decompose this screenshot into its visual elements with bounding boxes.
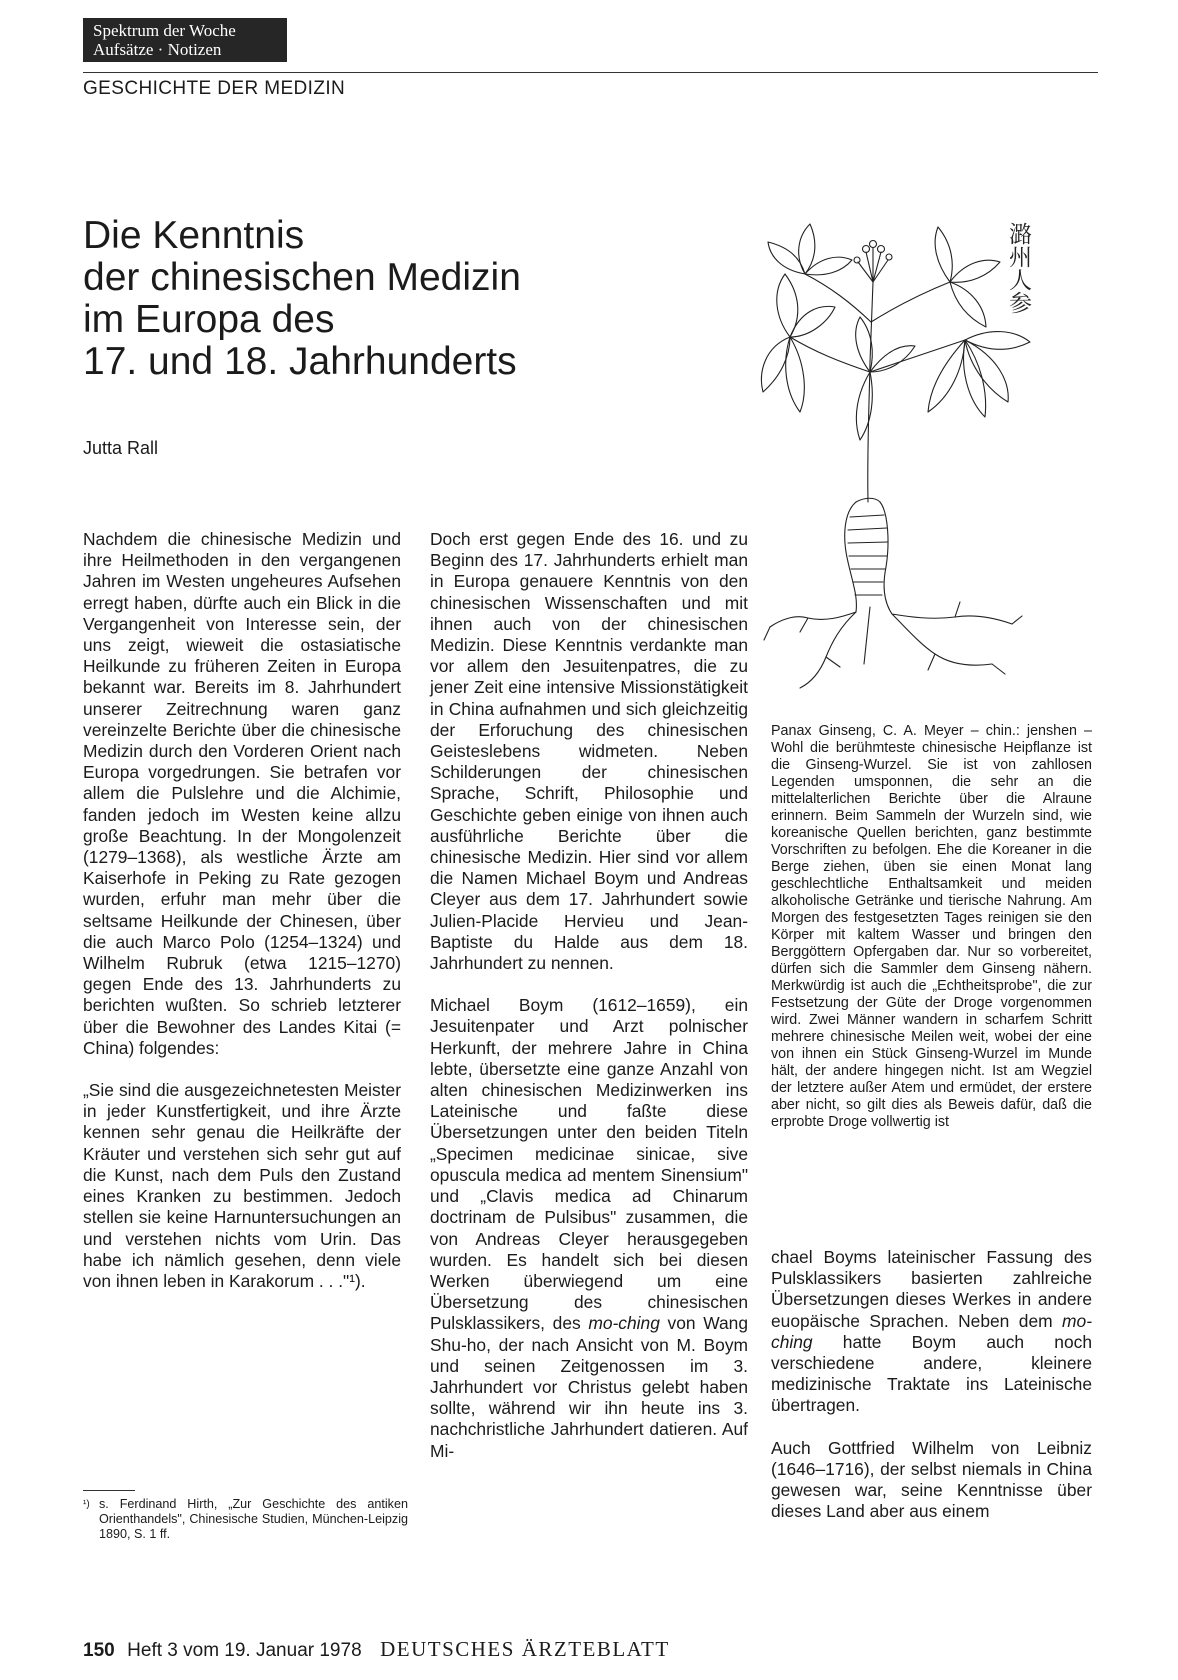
italic-term: mo-ching	[771, 1310, 1092, 1352]
title-line-2: der chinesischen Medizin	[83, 256, 521, 299]
italic-term: mo-ching	[588, 1313, 660, 1334]
title-line-4: 17. und 18. Jahrhunderts	[83, 340, 517, 383]
text-run: Michael Boym (1612–1659), ein Jesuitenpater und Arzt polnischer Herkunft, der mehrere Jahre in China lebte, übersetzte eine ganze Anzahl von alten chinesischen Medizinwerken ins Lateinische und faßte diese Übersetzungen unter den beiden Titeln „Specimen medicinae sinicae, sive opuscula medica ad mentem Sinensium" und „Clavis medica ad Chinarum doctrinam de Pulsibus" zusammen, die von Andreas Cleyer herausgegeben wurden. Es handelt sich bei diesen Werken überwiegend um eine Übersetzung des chinesischen Pulsklassikers, des	[430, 995, 748, 1334]
text-run: hatte Boym auch noch verschiedene andere, kleinere medizinische Traktate ins Lateinische übertragen.	[771, 1331, 1092, 1416]
header-rule	[83, 72, 1098, 73]
branch-path	[871, 282, 950, 322]
paragraph: Nachdem die chinesische Medizin und ihre Heilmethoden in den vergangenen Jahren im Westen ungeheures Aufsehen erregt haben, dürfte auch ein Blick in die Vergangenheit von Interesse sein, der uns zeigt, wieweit die ostasiatische Heilkunde zu früheren Zeiten in Europa bekannt war. Bereits im 8. Jahrhundert unserer Zeitrechnung waren ganz vereinzelte Berichte über die chinesische Medizin durch den Vorderen Orient nach Europa vorgedrungen. Sie betrafen vor allem die Pulslehre und die Alchimie, fanden jedoch im Westen keine allzu große Beachtung. In der Mongolenzeit (1279–1368), als westliche Ärzte am Kaiserhofe in Peking zu Rate gezogen wurden, erfuhr man mehr über die seltsame Heilkunde der Chinesen, über die auch Marco Polo (1254–1324) und Wilhelm Rubruk (etwa 1215–1270) gegen Ende des 13. Jahrhunderts zu berichten wußten. So schrieb letzterer über die Bewohner des Landes Kitai (= China) folgendes:	[83, 529, 401, 1058]
footnote-rule	[83, 1490, 135, 1491]
section-tag-line2: Aufsätze · Notizen	[93, 40, 222, 59]
flower-stalk	[858, 248, 888, 282]
issue-info: Heft 3 vom 19. Januar 1978	[127, 1640, 362, 1661]
paragraph	[771, 1247, 1092, 1417]
flower-bud	[870, 241, 877, 248]
leaf-path	[805, 257, 852, 275]
page-number: 150	[83, 1640, 115, 1661]
page-footer	[83, 1637, 670, 1662]
section-tag-line1: Spektrum der Woche	[93, 21, 236, 40]
footnote	[83, 1497, 408, 1542]
text-column-3	[771, 1247, 1092, 1522]
flower-bud	[854, 257, 860, 263]
title-line-3: im Europa des	[83, 298, 335, 341]
text-column-2	[430, 529, 748, 1462]
quotation-paragraph: „Sie sind die ausgezeichnetesten Meister in jeder Kunstfertigkeit, und ihre Ärzte kennen sehr genau die Heilkräfte der Kräuter und verstehen sich sehr gut auf die Kunst, nach dem Puls den Zustand eines Kranken zu bestimmen. Jedoch stellen sie keine Harnuntersuchungen an und verstehen nichts vom Urin. Das habe ich nämlich gesehen, denn viele von ihnen leben in Karakorum . . ."¹).	[83, 1080, 401, 1291]
root-path	[864, 607, 870, 664]
section-kicker: GESCHICHTE DER MEDIZIN	[83, 78, 346, 99]
root-path	[892, 614, 1012, 665]
text-run: von Wang Shu-ho, der nach Ansicht von M. Boym und seinen Zeitgenossen im 3. Jahrhundert vor Christus gelebt haben sollte, während wir ihn heute ins 3. nachchristliche Jahrhundert datieren. Auf Mi-	[430, 1313, 748, 1461]
root-hair	[764, 602, 1022, 674]
paragraph: Auch Gottfried Wilhelm von Leibniz (1646–1716), der selbst niemals in China gewesen war, seine Kenntnisse über dieses Land aber aus einem	[771, 1437, 1092, 1522]
article-title	[83, 215, 521, 383]
text-column-1	[83, 529, 401, 1292]
flower-bud	[886, 254, 892, 260]
footnote-mark: ¹)	[83, 1499, 90, 1510]
leaf-path	[935, 227, 952, 282]
paragraph	[430, 995, 748, 1461]
root-path	[845, 502, 892, 614]
footnote-text: s. Ferdinand Hirth, „Zur Geschichte des antiken Orienthandels", Chinesische Studien, München-Leipzig 1890, S. 1 ff.	[99, 1497, 408, 1541]
title-line-1: Die Kenntnis	[83, 214, 305, 257]
ginseng-illustration	[760, 212, 1105, 712]
branch-path	[805, 274, 871, 322]
author-name: Jutta Rall	[83, 438, 159, 458]
root-path	[770, 612, 856, 688]
paragraph: Doch erst gegen Ende des 16. und zu Beginn des 17. Jahrhunderts erhielt man in Europa genauere Kenntnis von den chinesischen Wissenschaften und mit ihnen auch von der chinesischen Medizin. Diese Kenntnis verdankte man vor allem den Jesuitenpatres, die zu jener Zeit eine intensive Missionstätigkeit in China aufnahmen und sich gleichzeitig der Erforuchung des chinesischen Geisteslebens widmeten. Neben Schilderungen der chinesischen Sprache, Schrift, Philosophie und Geschichte geben einige von ihnen auch ausführliche Berichte über die chinesische Medizin. Hier sind vor allem die Namen Michael Boym und Andreas Cleyer aus dem 17. Jahrhundert sowie Julien-Placide Hervieu und Jean-Baptiste du Halde aus dem 18. Jahrhundert zu nennen.	[430, 529, 748, 974]
journal-name: DEUTSCHES ÄRZTEBLATT	[380, 1637, 670, 1661]
calligraphy-column-1: 潞州人参	[1005, 222, 1031, 314]
leaf-path	[950, 282, 986, 327]
root-texture	[848, 515, 888, 595]
leaf-path	[965, 332, 1030, 350]
leaf-path	[950, 260, 1000, 282]
text-run: chael Boyms lateinischer Fassung des Pulsklassikers basierten zahlreiche Übersetzungen dieses Werkes in andere euopäische Sprachen. Neben dem	[771, 1247, 1092, 1331]
figure-caption: Panax Ginseng, C. A. Meyer – chin.: jenshen – Wohl die berühmteste chinesische Heipflanze ist die Ginseng-Wurzel. Sie ist von zahllosen Legenden umsponnen, die sehr an die mittelalterlichen Berichte über die Alraune erinnern. Beim Sammeln der Wurzeln sind, wie koreanische Quellen berichten, ganz bestimmte Vorschriften zu befolgen. Ehe die Koreaner in die Berge ziehen, üben sie einen Monat lang geschlechtliche Enthaltsamkeit und meiden alkoholische Getränke und tierische Nahrung. Am Morgen des festgesetzten Tages reinigen sie den Körper mit kaltem Wasser und bringen den Berggöttern Opfergaben dar. Nur so vorbereitet, dürfen sich die Sammler dem Ginseng nähern. Merkwürdig ist auch die „Echtheitsprobe", die zur Festsetzung der Güte der Droge vorgenommen wird. Zwei Männer wandern in scharfem Schritt mehrere chinesische Meilen weit, wobei der eine von ihnen ein Stück Ginseng-Wurzel im Munde hält, der andere hingegen nicht. Ist am Wegziel der letztere außer Atem und ermüdet, der erstere aber nicht, so gilt dies als Beweis dafür, daß die erprobte Droge vollwertig ist	[771, 723, 1092, 1130]
section-tag	[83, 18, 287, 62]
